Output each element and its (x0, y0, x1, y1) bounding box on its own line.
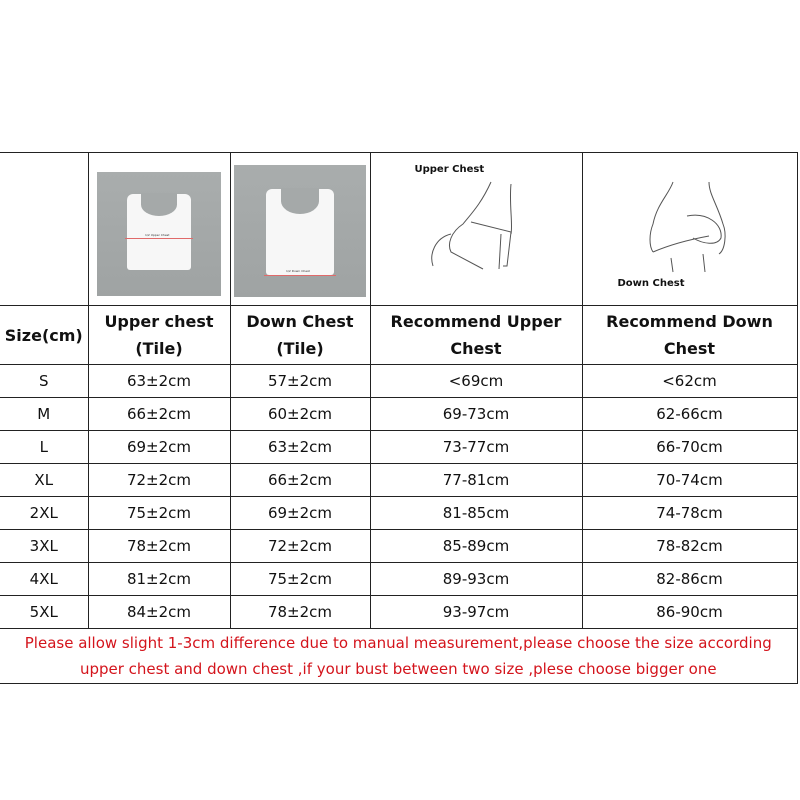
note-line-2: upper chest and down chest ,if your bust between two size ,plese choose bigger one (79, 660, 717, 678)
recommend-down-cell: 82-86cm (582, 563, 797, 596)
measuring-figure-icon (583, 154, 798, 304)
down-chest-cell: 63±2cm (230, 431, 370, 464)
recommend-upper-cell: 77-81cm (370, 464, 582, 497)
table-row (0, 497, 797, 530)
down-chest-photo-cell (230, 153, 370, 306)
recommend-down-cell: 86-90cm (582, 596, 797, 629)
photo-label: 1/2 Upper Chest (145, 233, 170, 237)
down-chest-cell: 72±2cm (230, 530, 370, 563)
upper-chest-cell: 81±2cm (88, 563, 230, 596)
down-chest-cell: 69±2cm (230, 497, 370, 530)
table-row (0, 365, 797, 398)
upper-chest-cell: 78±2cm (88, 530, 230, 563)
upper-chest-cell: 66±2cm (88, 398, 230, 431)
header-text: Recommend Upper Chest (390, 312, 562, 358)
down-chest-cell: 66±2cm (230, 464, 370, 497)
header-text: Upper chest (104, 312, 214, 331)
header-subtext: (Tile) (276, 339, 324, 358)
upper-chest-illustration (371, 154, 582, 304)
column-header-upper-chest (88, 306, 230, 365)
recommend-upper-cell: 73-77cm (370, 431, 582, 464)
down-chest-cell: 75±2cm (230, 563, 370, 596)
size-cell: 5XL (0, 596, 88, 629)
recommend-upper-cell: 81-85cm (370, 497, 582, 530)
size-chart-table (0, 152, 798, 684)
note-line-1: Please allow slight 1-3cm difference due to manual measurement,please choose the size according (24, 634, 772, 652)
upper-chest-cell: 84±2cm (88, 596, 230, 629)
header-text: Down Chest (246, 312, 354, 331)
upper-chest-photo-cell (88, 153, 230, 306)
recommend-upper-cell: 89-93cm (370, 563, 582, 596)
recommend-down-cell: 70-74cm (582, 464, 797, 497)
column-header-down-chest (230, 306, 370, 365)
upper-chest-cell: 69±2cm (88, 431, 230, 464)
table-row (0, 563, 797, 596)
header-text: Recommend Down Chest (606, 312, 773, 358)
measuring-figure-icon (371, 154, 583, 304)
recommend-down-cell: 78-82cm (582, 530, 797, 563)
measure-line (264, 275, 336, 276)
header-text: Size(cm) (4, 325, 83, 345)
header-row (0, 306, 797, 365)
illustration-label: Upper Chest (414, 164, 485, 175)
size-cell: 2XL (0, 497, 88, 530)
down-chest-cell: 78±2cm (230, 596, 370, 629)
upper-chest-vest-photo (97, 172, 221, 296)
size-cell: XL (0, 464, 88, 497)
column-header-recommend-down (582, 306, 797, 365)
upper-chest-cell: 72±2cm (88, 464, 230, 497)
recommend-upper-cell: 69-73cm (370, 398, 582, 431)
size-cell: 3XL (0, 530, 88, 563)
photo-label: 1/2 Down Chest (286, 269, 310, 273)
image-row (0, 153, 797, 306)
size-cell: S (0, 365, 88, 398)
recommend-down-cell: 66-70cm (582, 431, 797, 464)
table-row (0, 530, 797, 563)
size-cell: L (0, 431, 88, 464)
down-chest-illustration-cell (582, 153, 797, 306)
recommend-upper-cell: <69cm (370, 365, 582, 398)
column-header-size (0, 306, 88, 365)
down-chest-vest-photo (234, 165, 366, 297)
measure-line (125, 238, 193, 239)
table-row (0, 464, 797, 497)
measurement-note (0, 629, 797, 684)
column-header-recommend-upper (370, 306, 582, 365)
upper-chest-illustration-cell (370, 153, 582, 306)
down-chest-illustration (583, 154, 797, 304)
vest-icon (127, 194, 191, 270)
header-subtext: (Tile) (135, 339, 183, 358)
table-row (0, 398, 797, 431)
note-row (0, 629, 797, 684)
recommend-down-cell: <62cm (582, 365, 797, 398)
recommend-down-cell: 74-78cm (582, 497, 797, 530)
size-cell: M (0, 398, 88, 431)
down-chest-cell: 57±2cm (230, 365, 370, 398)
size-cell: 4XL (0, 563, 88, 596)
illustration-label: Down Chest (617, 278, 685, 289)
upper-chest-cell: 63±2cm (88, 365, 230, 398)
recommend-upper-cell: 93-97cm (370, 596, 582, 629)
upper-chest-cell: 75±2cm (88, 497, 230, 530)
down-chest-cell: 60±2cm (230, 398, 370, 431)
empty-cell (0, 153, 88, 306)
table-row (0, 596, 797, 629)
table-row (0, 431, 797, 464)
vest-icon (266, 189, 334, 275)
recommend-upper-cell: 85-89cm (370, 530, 582, 563)
recommend-down-cell: 62-66cm (582, 398, 797, 431)
